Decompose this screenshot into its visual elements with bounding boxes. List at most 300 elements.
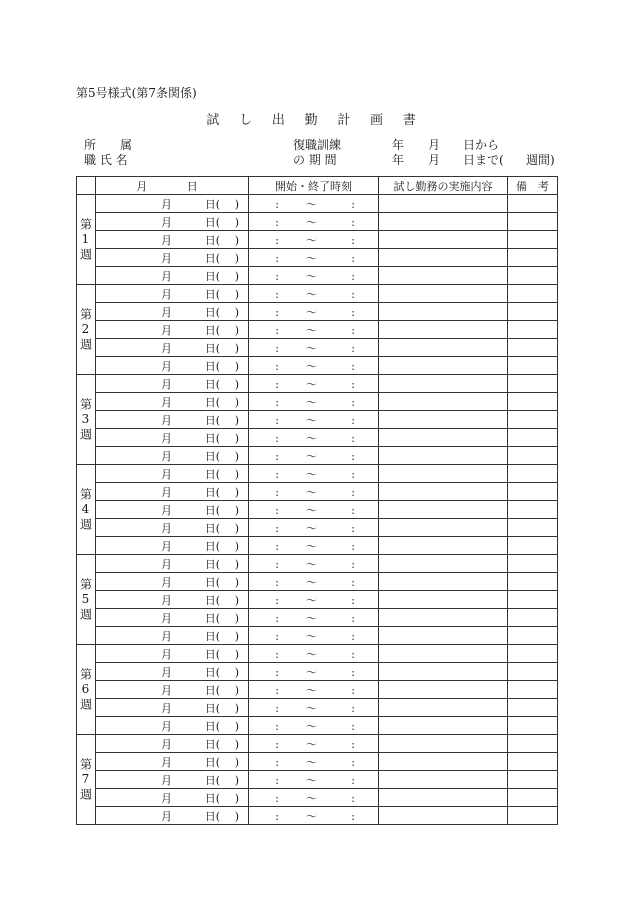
notes-cell[interactable]: [508, 195, 558, 213]
notes-cell[interactable]: [508, 609, 558, 627]
content-cell[interactable]: [379, 357, 508, 375]
table-row: [77, 429, 558, 447]
time-range-tilde: 〜: [306, 665, 317, 679]
date-cell[interactable]: [96, 753, 249, 771]
time-cell[interactable]: [249, 411, 379, 429]
end-time-colon: :: [351, 395, 355, 409]
date-day: 日(: [204, 755, 220, 769]
start-time-colon: :: [275, 701, 279, 715]
content-cell[interactable]: [379, 465, 508, 483]
content-cell[interactable]: [379, 627, 508, 645]
content-cell[interactable]: [379, 339, 508, 357]
time-range-tilde: 〜: [306, 611, 317, 625]
table-row: [77, 753, 558, 771]
content-cell[interactable]: [379, 267, 508, 285]
notes-cell[interactable]: [508, 357, 558, 375]
content-cell[interactable]: [379, 285, 508, 303]
start-time-colon: :: [275, 449, 279, 463]
end-time-colon: :: [351, 557, 355, 571]
period-from-month[interactable]: 月: [428, 138, 441, 152]
notes-cell[interactable]: [508, 231, 558, 249]
notes-cell[interactable]: [508, 681, 558, 699]
notes-cell[interactable]: [508, 267, 558, 285]
content-cell[interactable]: [379, 771, 508, 789]
table-row: [77, 375, 558, 393]
date-cell[interactable]: [96, 231, 249, 249]
date-month: 月: [161, 485, 172, 499]
start-time-colon: :: [275, 719, 279, 733]
start-time-colon: :: [275, 683, 279, 697]
time-cell[interactable]: [249, 699, 379, 717]
table-row: [77, 591, 558, 609]
date-cell[interactable]: [96, 393, 249, 411]
time-cell[interactable]: [249, 789, 379, 807]
period-from-year[interactable]: 年: [392, 138, 405, 152]
date-day: 日(: [204, 215, 220, 229]
notes-cell[interactable]: [508, 303, 558, 321]
time-range-tilde: 〜: [306, 377, 317, 391]
time-cell[interactable]: [249, 663, 379, 681]
time-cell[interactable]: [249, 573, 379, 591]
time-cell[interactable]: [249, 771, 379, 789]
date-cell[interactable]: [96, 195, 249, 213]
date-day: 日(: [204, 737, 220, 751]
content-cell[interactable]: [379, 537, 508, 555]
time-range-tilde: 〜: [306, 251, 317, 265]
content-cell[interactable]: [379, 231, 508, 249]
notes-cell[interactable]: [508, 393, 558, 411]
end-time-colon: :: [351, 305, 355, 319]
date-month: 月: [161, 395, 172, 409]
notes-cell[interactable]: [508, 789, 558, 807]
content-cell[interactable]: [379, 663, 508, 681]
content-cell[interactable]: [379, 321, 508, 339]
date-cell[interactable]: [96, 321, 249, 339]
date-cell[interactable]: [96, 519, 249, 537]
content-cell[interactable]: [379, 591, 508, 609]
start-time-colon: :: [275, 413, 279, 427]
time-range-tilde: 〜: [306, 683, 317, 697]
time-cell[interactable]: [249, 357, 379, 375]
end-time-colon: :: [351, 341, 355, 355]
content-cell[interactable]: [379, 807, 508, 825]
week-header-cell: [77, 177, 96, 195]
period-to-month[interactable]: 月: [428, 153, 441, 167]
table-row: [77, 213, 558, 231]
content-cell[interactable]: [379, 213, 508, 231]
date-cell[interactable]: [96, 447, 249, 465]
date-cell[interactable]: [96, 717, 249, 735]
start-time-colon: :: [275, 809, 279, 823]
date-cell[interactable]: [96, 591, 249, 609]
time-range-tilde: 〜: [306, 305, 317, 319]
date-weekday-close: ): [234, 791, 239, 805]
content-cell[interactable]: [379, 393, 508, 411]
date-weekday-close: ): [234, 305, 239, 319]
date-cell[interactable]: [96, 375, 249, 393]
date-month: 月: [161, 701, 172, 715]
date-day: 日(: [204, 521, 220, 535]
start-time-colon: :: [275, 755, 279, 769]
date-cell[interactable]: [96, 663, 249, 681]
date-cell[interactable]: [96, 303, 249, 321]
start-time-colon: :: [275, 467, 279, 481]
date-month: 月: [161, 809, 172, 823]
attendance-plan-table: [76, 176, 558, 825]
notes-cell[interactable]: [508, 555, 558, 573]
notes-cell[interactable]: [508, 645, 558, 663]
content-cell[interactable]: [379, 483, 508, 501]
start-time-colon: :: [275, 665, 279, 679]
date-day: 日(: [204, 503, 220, 517]
time-cell[interactable]: [249, 249, 379, 267]
date-month: 月: [161, 377, 172, 391]
date-month: 月: [161, 197, 172, 211]
date-day: 日(: [204, 467, 220, 481]
start-time-colon: :: [275, 287, 279, 301]
content-cell[interactable]: [379, 375, 508, 393]
start-time-colon: :: [275, 377, 279, 391]
notes-cell[interactable]: [508, 213, 558, 231]
end-time-colon: :: [351, 773, 355, 787]
content-cell[interactable]: [379, 501, 508, 519]
date-weekday-close: ): [234, 557, 239, 571]
notes-cell[interactable]: [508, 321, 558, 339]
table-row: [77, 519, 558, 537]
notes-cell[interactable]: [508, 465, 558, 483]
date-cell[interactable]: [96, 357, 249, 375]
date-day: 日(: [204, 287, 220, 301]
date-weekday-close: ): [234, 323, 239, 337]
time-cell[interactable]: [249, 483, 379, 501]
notes-cell[interactable]: [508, 573, 558, 591]
time-cell[interactable]: [249, 519, 379, 537]
time-range-tilde: 〜: [306, 647, 317, 661]
date-month: 月: [161, 215, 172, 229]
date-month: 月: [161, 323, 172, 337]
date-weekday-close: ): [234, 467, 239, 481]
start-time-colon: :: [275, 197, 279, 211]
start-time-colon: :: [275, 305, 279, 319]
date-day: 日(: [204, 773, 220, 787]
time-cell[interactable]: [249, 213, 379, 231]
date-cell[interactable]: [96, 267, 249, 285]
time-range-tilde: 〜: [306, 809, 317, 823]
date-day: 日(: [204, 251, 220, 265]
time-range-tilde: 〜: [306, 575, 317, 589]
date-month: 月: [161, 557, 172, 571]
time-cell[interactable]: [249, 501, 379, 519]
week-label: 第2週: [77, 285, 96, 375]
notes-cell[interactable]: [508, 411, 558, 429]
table-row: [77, 645, 558, 663]
notes-cell[interactable]: [508, 375, 558, 393]
end-time-colon: :: [351, 323, 355, 337]
content-cell[interactable]: [379, 735, 508, 753]
period-from-day[interactable]: 日から: [463, 138, 500, 152]
end-time-colon: :: [351, 431, 355, 445]
time-cell[interactable]: [249, 681, 379, 699]
notes-cell[interactable]: [508, 285, 558, 303]
content-cell[interactable]: [379, 681, 508, 699]
end-time-colon: :: [351, 647, 355, 661]
date-cell[interactable]: [96, 699, 249, 717]
table-row: [77, 249, 558, 267]
start-time-colon: :: [275, 737, 279, 751]
time-cell[interactable]: [249, 285, 379, 303]
content-cell[interactable]: [379, 717, 508, 735]
table-row: [77, 267, 558, 285]
date-cell[interactable]: [96, 249, 249, 267]
date-cell[interactable]: [96, 681, 249, 699]
document-title: 試 し 出 勤 計 画 書: [206, 113, 424, 128]
table-row: [77, 789, 558, 807]
date-cell[interactable]: [96, 807, 249, 825]
start-time-colon: :: [275, 431, 279, 445]
time-cell[interactable]: [249, 321, 379, 339]
date-weekday-close: ): [234, 341, 239, 355]
start-time-colon: :: [275, 557, 279, 571]
date-day: 日(: [204, 323, 220, 337]
content-cell[interactable]: [379, 519, 508, 537]
content-cell[interactable]: [379, 645, 508, 663]
date-day: 日(: [204, 233, 220, 247]
date-month: 月: [161, 413, 172, 427]
time-range-tilde: 〜: [306, 359, 317, 373]
notes-cell[interactable]: [508, 519, 558, 537]
end-time-colon: :: [351, 611, 355, 625]
date-weekday-close: ): [234, 503, 239, 517]
date-month: 月: [161, 629, 172, 643]
time-cell[interactable]: [249, 231, 379, 249]
time-range-tilde: 〜: [306, 431, 317, 445]
table-header-row: [77, 177, 558, 195]
table-row: [77, 663, 558, 681]
date-month: 月: [161, 287, 172, 301]
notes-cell[interactable]: [508, 699, 558, 717]
start-time-colon: :: [275, 575, 279, 589]
date-cell[interactable]: [96, 537, 249, 555]
content-cell[interactable]: [379, 555, 508, 573]
time-cell[interactable]: [249, 339, 379, 357]
notes-cell[interactable]: [508, 249, 558, 267]
table-row: [77, 483, 558, 501]
start-time-colon: :: [275, 521, 279, 535]
start-time-colon: :: [275, 647, 279, 661]
notes-cell[interactable]: [508, 753, 558, 771]
date-weekday-close: ): [234, 539, 239, 553]
date-month: 月: [161, 647, 172, 661]
date-month: 月: [161, 233, 172, 247]
time-cell[interactable]: [249, 609, 379, 627]
date-cell[interactable]: [96, 501, 249, 519]
date-cell[interactable]: [96, 339, 249, 357]
date-cell[interactable]: [96, 555, 249, 573]
date-cell[interactable]: [96, 627, 249, 645]
time-cell[interactable]: [249, 393, 379, 411]
date-month: 月: [161, 521, 172, 535]
table-row: [77, 501, 558, 519]
date-weekday-close: ): [234, 701, 239, 715]
table-row: [77, 285, 558, 303]
end-time-colon: :: [351, 377, 355, 391]
content-cell[interactable]: [379, 753, 508, 771]
end-time-colon: :: [351, 593, 355, 607]
training-label-line2: の 期 間: [293, 153, 337, 167]
date-month: 月: [161, 737, 172, 751]
date-day: 日(: [204, 197, 220, 211]
date-month: 月: [161, 611, 172, 625]
notes-cell[interactable]: [508, 483, 558, 501]
time-range-tilde: 〜: [306, 755, 317, 769]
date-day: 日(: [204, 683, 220, 697]
period-to-year[interactable]: 年: [392, 153, 405, 167]
end-time-colon: :: [351, 413, 355, 427]
date-weekday-close: ): [234, 665, 239, 679]
notes-cell[interactable]: [508, 447, 558, 465]
notes-cell[interactable]: [508, 735, 558, 753]
time-range-tilde: 〜: [306, 539, 317, 553]
date-month: 月: [161, 593, 172, 607]
end-time-colon: :: [351, 233, 355, 247]
date-day: 日(: [204, 593, 220, 607]
notes-cell[interactable]: [508, 807, 558, 825]
content-cell[interactable]: [379, 609, 508, 627]
date-day: 日(: [204, 431, 220, 445]
start-time-colon: :: [275, 251, 279, 265]
time-cell[interactable]: [249, 627, 379, 645]
time-cell[interactable]: [249, 717, 379, 735]
date-weekday-close: ): [234, 773, 239, 787]
period-to-day[interactable]: 日まで(: [463, 153, 504, 167]
time-cell[interactable]: [249, 195, 379, 213]
date-weekday-close: ): [234, 521, 239, 535]
start-time-colon: :: [275, 395, 279, 409]
date-cell[interactable]: [96, 789, 249, 807]
start-time-colon: :: [275, 611, 279, 625]
date-month: 月: [161, 503, 172, 517]
week-label: 第6週: [77, 645, 96, 735]
date-weekday-close: ): [234, 269, 239, 283]
date-weekday-close: ): [234, 251, 239, 265]
content-cell[interactable]: [379, 429, 508, 447]
notes-cell[interactable]: [508, 501, 558, 519]
time-cell[interactable]: [249, 429, 379, 447]
content-cell[interactable]: [379, 573, 508, 591]
date-cell[interactable]: [96, 285, 249, 303]
content-cell[interactable]: [379, 789, 508, 807]
end-time-colon: :: [351, 719, 355, 733]
time-range-tilde: 〜: [306, 197, 317, 211]
table-row: [77, 717, 558, 735]
time-range-tilde: 〜: [306, 467, 317, 481]
date-weekday-close: ): [234, 755, 239, 769]
notes-cell[interactable]: [508, 627, 558, 645]
time-cell[interactable]: [249, 465, 379, 483]
time-cell[interactable]: [249, 645, 379, 663]
table-row: [77, 681, 558, 699]
time-range-tilde: 〜: [306, 449, 317, 463]
date-day: 日(: [204, 395, 220, 409]
time-cell[interactable]: [249, 303, 379, 321]
notes-cell[interactable]: [508, 537, 558, 555]
content-cell[interactable]: [379, 447, 508, 465]
time-range-tilde: 〜: [306, 503, 317, 517]
notes-cell[interactable]: [508, 717, 558, 735]
date-weekday-close: ): [234, 377, 239, 391]
time-cell[interactable]: [249, 375, 379, 393]
time-cell[interactable]: [249, 447, 379, 465]
date-cell[interactable]: [96, 465, 249, 483]
content-cell[interactable]: [379, 303, 508, 321]
date-day: 日(: [204, 539, 220, 553]
table-row: [77, 447, 558, 465]
date-cell[interactable]: [96, 573, 249, 591]
time-range-tilde: 〜: [306, 341, 317, 355]
time-cell[interactable]: [249, 537, 379, 555]
table-row: [77, 393, 558, 411]
table-row: [77, 735, 558, 753]
date-day: 日(: [204, 449, 220, 463]
content-cell[interactable]: [379, 699, 508, 717]
end-time-colon: :: [351, 809, 355, 823]
date-month: 月: [161, 755, 172, 769]
date-weekday-close: ): [234, 215, 239, 229]
date-cell[interactable]: [96, 609, 249, 627]
date-cell[interactable]: [96, 735, 249, 753]
date-cell[interactable]: [96, 483, 249, 501]
notes-cell[interactable]: [508, 429, 558, 447]
date-month: 月: [161, 341, 172, 355]
notes-cell[interactable]: [508, 663, 558, 681]
time-cell[interactable]: [249, 807, 379, 825]
end-time-colon: :: [351, 467, 355, 481]
date-weekday-close: ): [234, 575, 239, 589]
date-day: 日(: [204, 341, 220, 355]
period-weeks[interactable]: 週間): [526, 153, 555, 167]
table-row: [77, 357, 558, 375]
date-cell[interactable]: [96, 645, 249, 663]
time-cell[interactable]: [249, 753, 379, 771]
notes-cell[interactable]: [508, 339, 558, 357]
time-range-tilde: 〜: [306, 521, 317, 535]
time-range-tilde: 〜: [306, 593, 317, 607]
time-cell[interactable]: [249, 267, 379, 285]
date-cell[interactable]: [96, 429, 249, 447]
content-cell[interactable]: [379, 195, 508, 213]
time-cell[interactable]: [249, 591, 379, 609]
table-row: [77, 555, 558, 573]
notes-cell[interactable]: [508, 591, 558, 609]
end-time-colon: :: [351, 791, 355, 805]
end-time-colon: :: [351, 251, 355, 265]
date-weekday-close: ): [234, 683, 239, 697]
notes-cell[interactable]: [508, 771, 558, 789]
content-header: 試し勤務の実施内容: [379, 177, 508, 195]
date-cell[interactable]: [96, 411, 249, 429]
time-cell[interactable]: [249, 555, 379, 573]
content-cell[interactable]: [379, 411, 508, 429]
time-cell[interactable]: [249, 735, 379, 753]
content-cell[interactable]: [379, 249, 508, 267]
date-cell[interactable]: [96, 213, 249, 231]
end-time-colon: :: [351, 665, 355, 679]
date-header-day: 日: [186, 179, 198, 193]
date-cell[interactable]: [96, 771, 249, 789]
start-time-colon: :: [275, 269, 279, 283]
table-row: [77, 339, 558, 357]
date-weekday-close: ): [234, 611, 239, 625]
